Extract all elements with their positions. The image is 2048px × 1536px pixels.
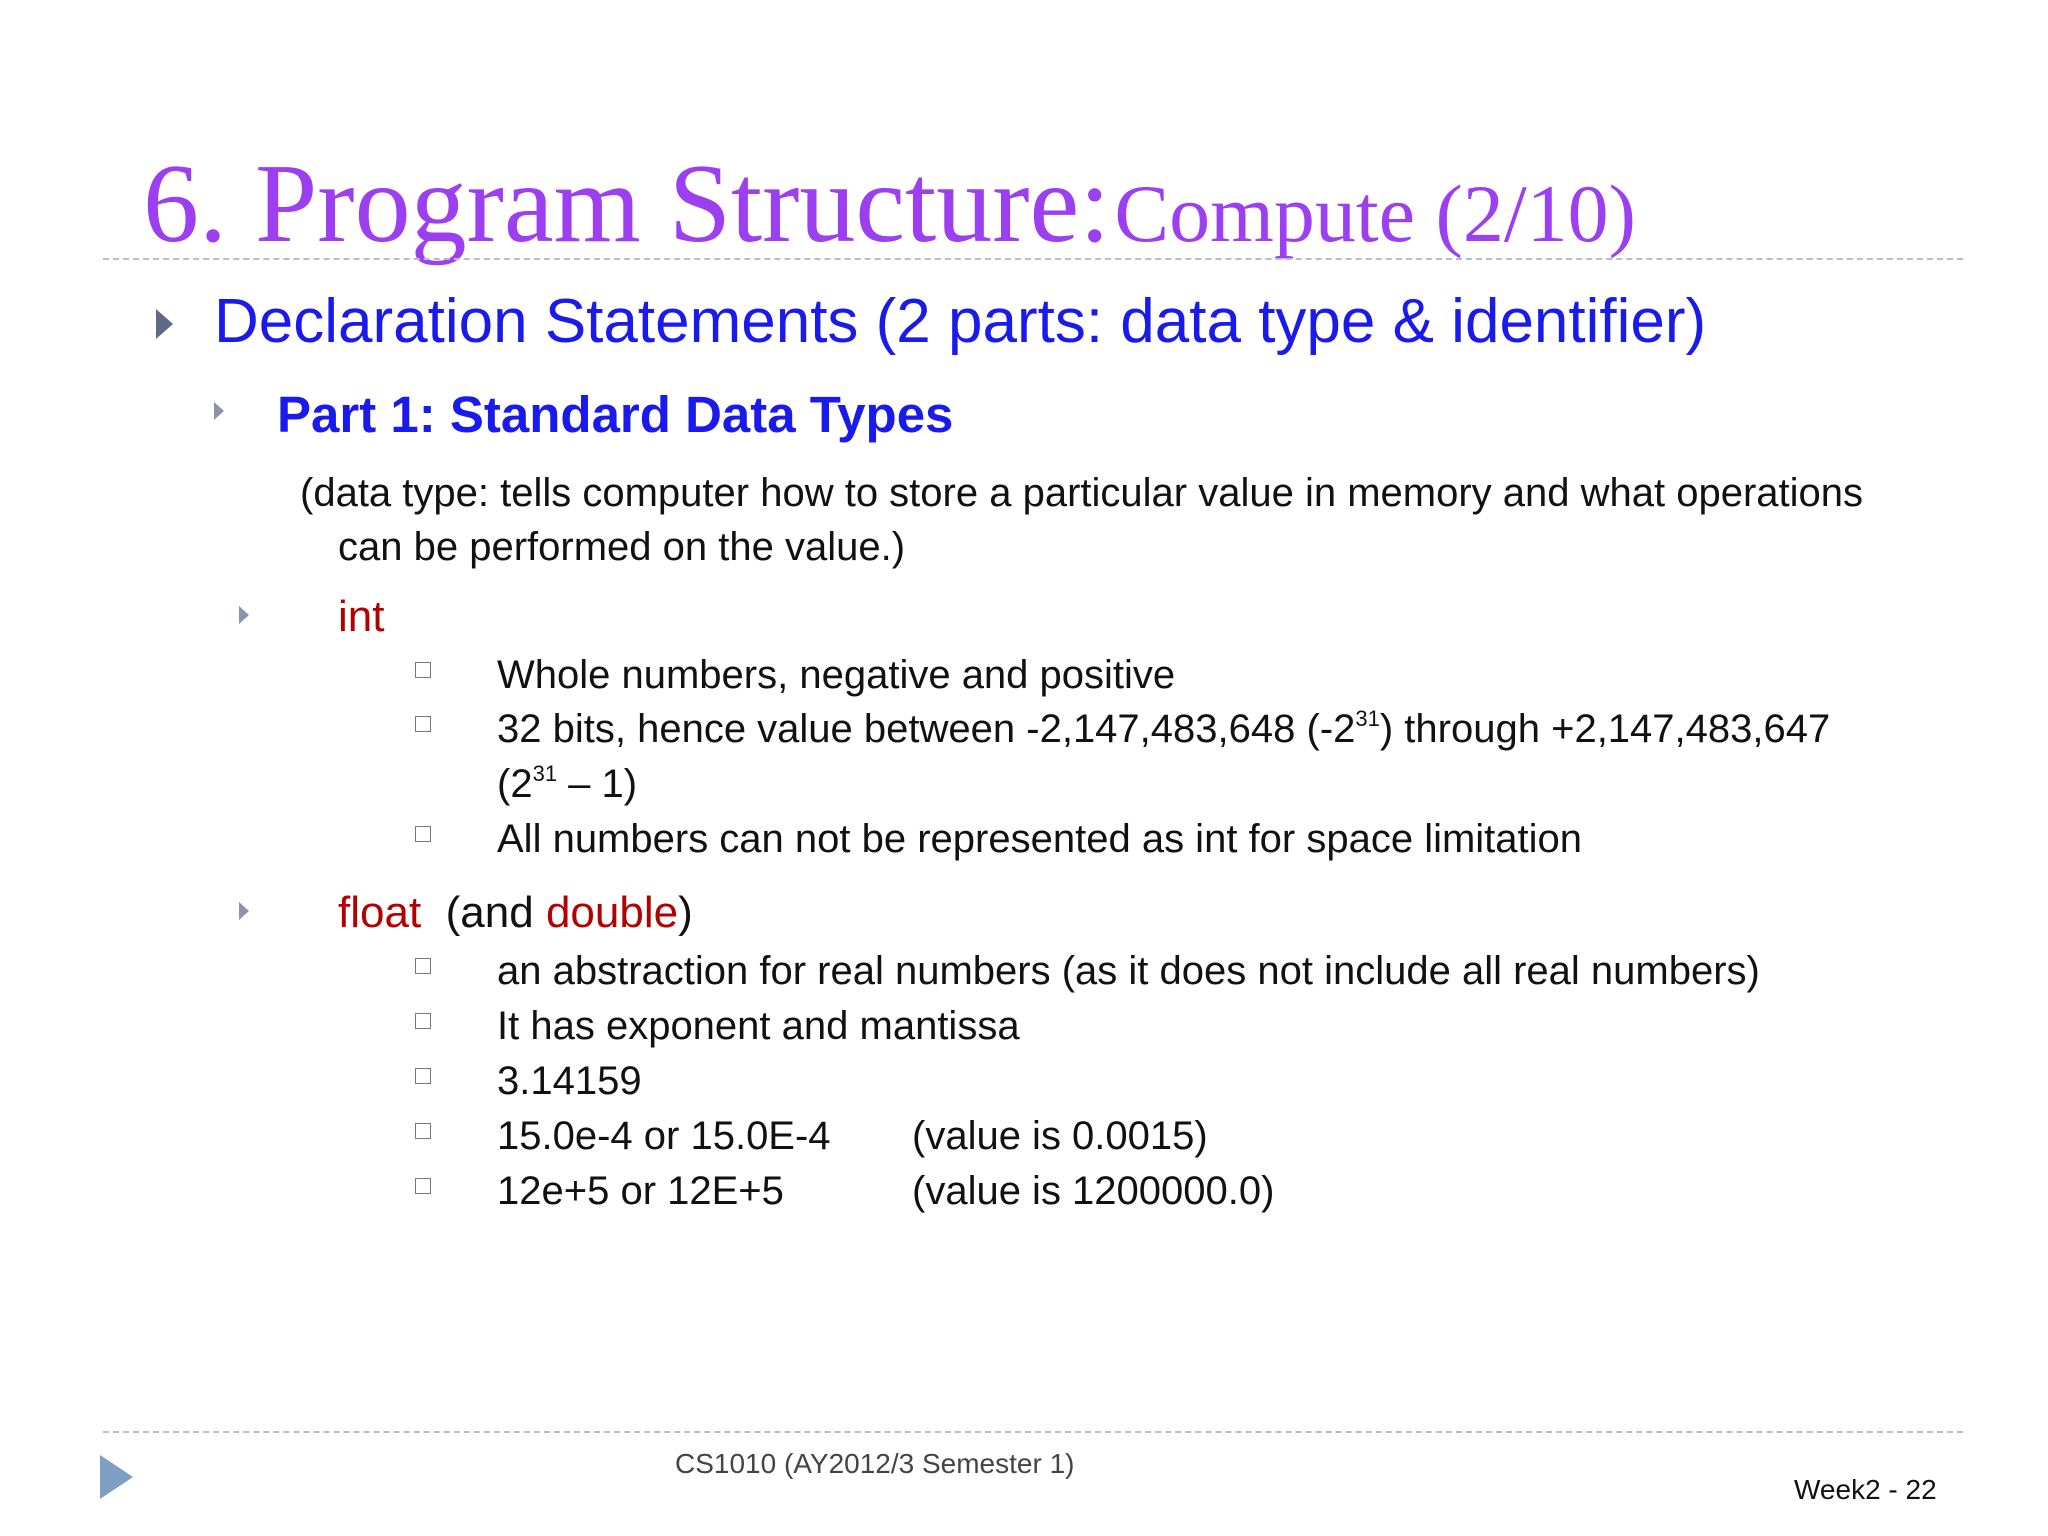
square-box-icon [415,1123,431,1139]
int-range-exponent-1: 31 [1355,706,1380,731]
small-triangle-right-icon [239,606,249,624]
float-example-1-value: (value is 0.0015) [912,1114,1208,1158]
int-keyword: int [338,592,385,641]
square-box-icon [415,662,431,678]
slide-title [143,142,1636,266]
square-box-icon [415,958,431,974]
footer-course: CS1010 (AY2012/3 Semester 1) [675,1448,1075,1479]
section-heading: Declaration Statements (2 parts: data type & identifier) [214,287,1707,356]
int-range-text-b: ) through +2,147,483,647 [1379,707,1831,751]
subsection-heading: Part 1: Standard Data Types [277,386,954,443]
description-line-1: (data type: tells computer how to store a particular value in memory and what operations [300,471,1864,515]
square-box-icon [415,716,431,732]
description-line-2: can be performed on the value.) [338,525,906,569]
small-triangle-right-icon [214,402,224,420]
float-example-2-literal: 12e+5 or 12E+5 [497,1169,784,1213]
title-sub: Compute (2/10) [1114,168,1636,259]
float-item-abstraction: an abstraction for real numbers (as it does not include all real numbers) [497,949,1760,993]
float-keyword: float [338,888,422,937]
int-range-exponent-2: 31 [532,761,558,786]
footer-page-number: Week2 - 22 [1794,1474,1937,1505]
float-line [338,889,693,937]
small-triangle-right-icon [239,902,249,920]
float-item-exponent-mantissa: It has exponent and mantissa [497,1004,1020,1048]
int-range-text-a: 32 bits, hence value between -2,147,483,648 (-2 [497,707,1356,751]
square-box-icon [415,826,431,842]
square-box-icon [415,1068,431,1084]
float-example-1-literal: 15.0e-4 or 15.0E-4 [497,1114,831,1158]
float-item-exponent-example-2 [497,1169,1275,1213]
data-type-description [300,466,1980,574]
footer-divider [103,1431,1963,1433]
square-box-icon [415,1178,431,1194]
int-range-text-c: (2 [497,762,533,806]
triangle-right-icon [156,309,173,339]
title-main: 6. Program Structure: [143,142,1111,266]
double-keyword: double [545,888,679,937]
play-arrow-icon[interactable] [100,1455,133,1499]
int-item-32-bits-continued [497,762,637,806]
float-item-exponent-example-1 [497,1114,1208,1158]
int-item-32-bits [497,707,1830,751]
int-item-space-limitation: All numbers can not be represented as int for space limitation [497,817,1583,861]
float-and-text: (and [445,888,534,937]
float-example-2-value: (value is 1200000.0) [912,1169,1275,1213]
float-close-paren: ) [678,888,693,937]
square-box-icon [415,1013,431,1029]
int-range-text-d: – 1) [557,762,638,806]
float-item-pi-example: 3.14159 [497,1059,642,1103]
int-item-whole-numbers: Whole numbers, negative and positive [497,653,1176,697]
title-divider [103,258,1963,260]
